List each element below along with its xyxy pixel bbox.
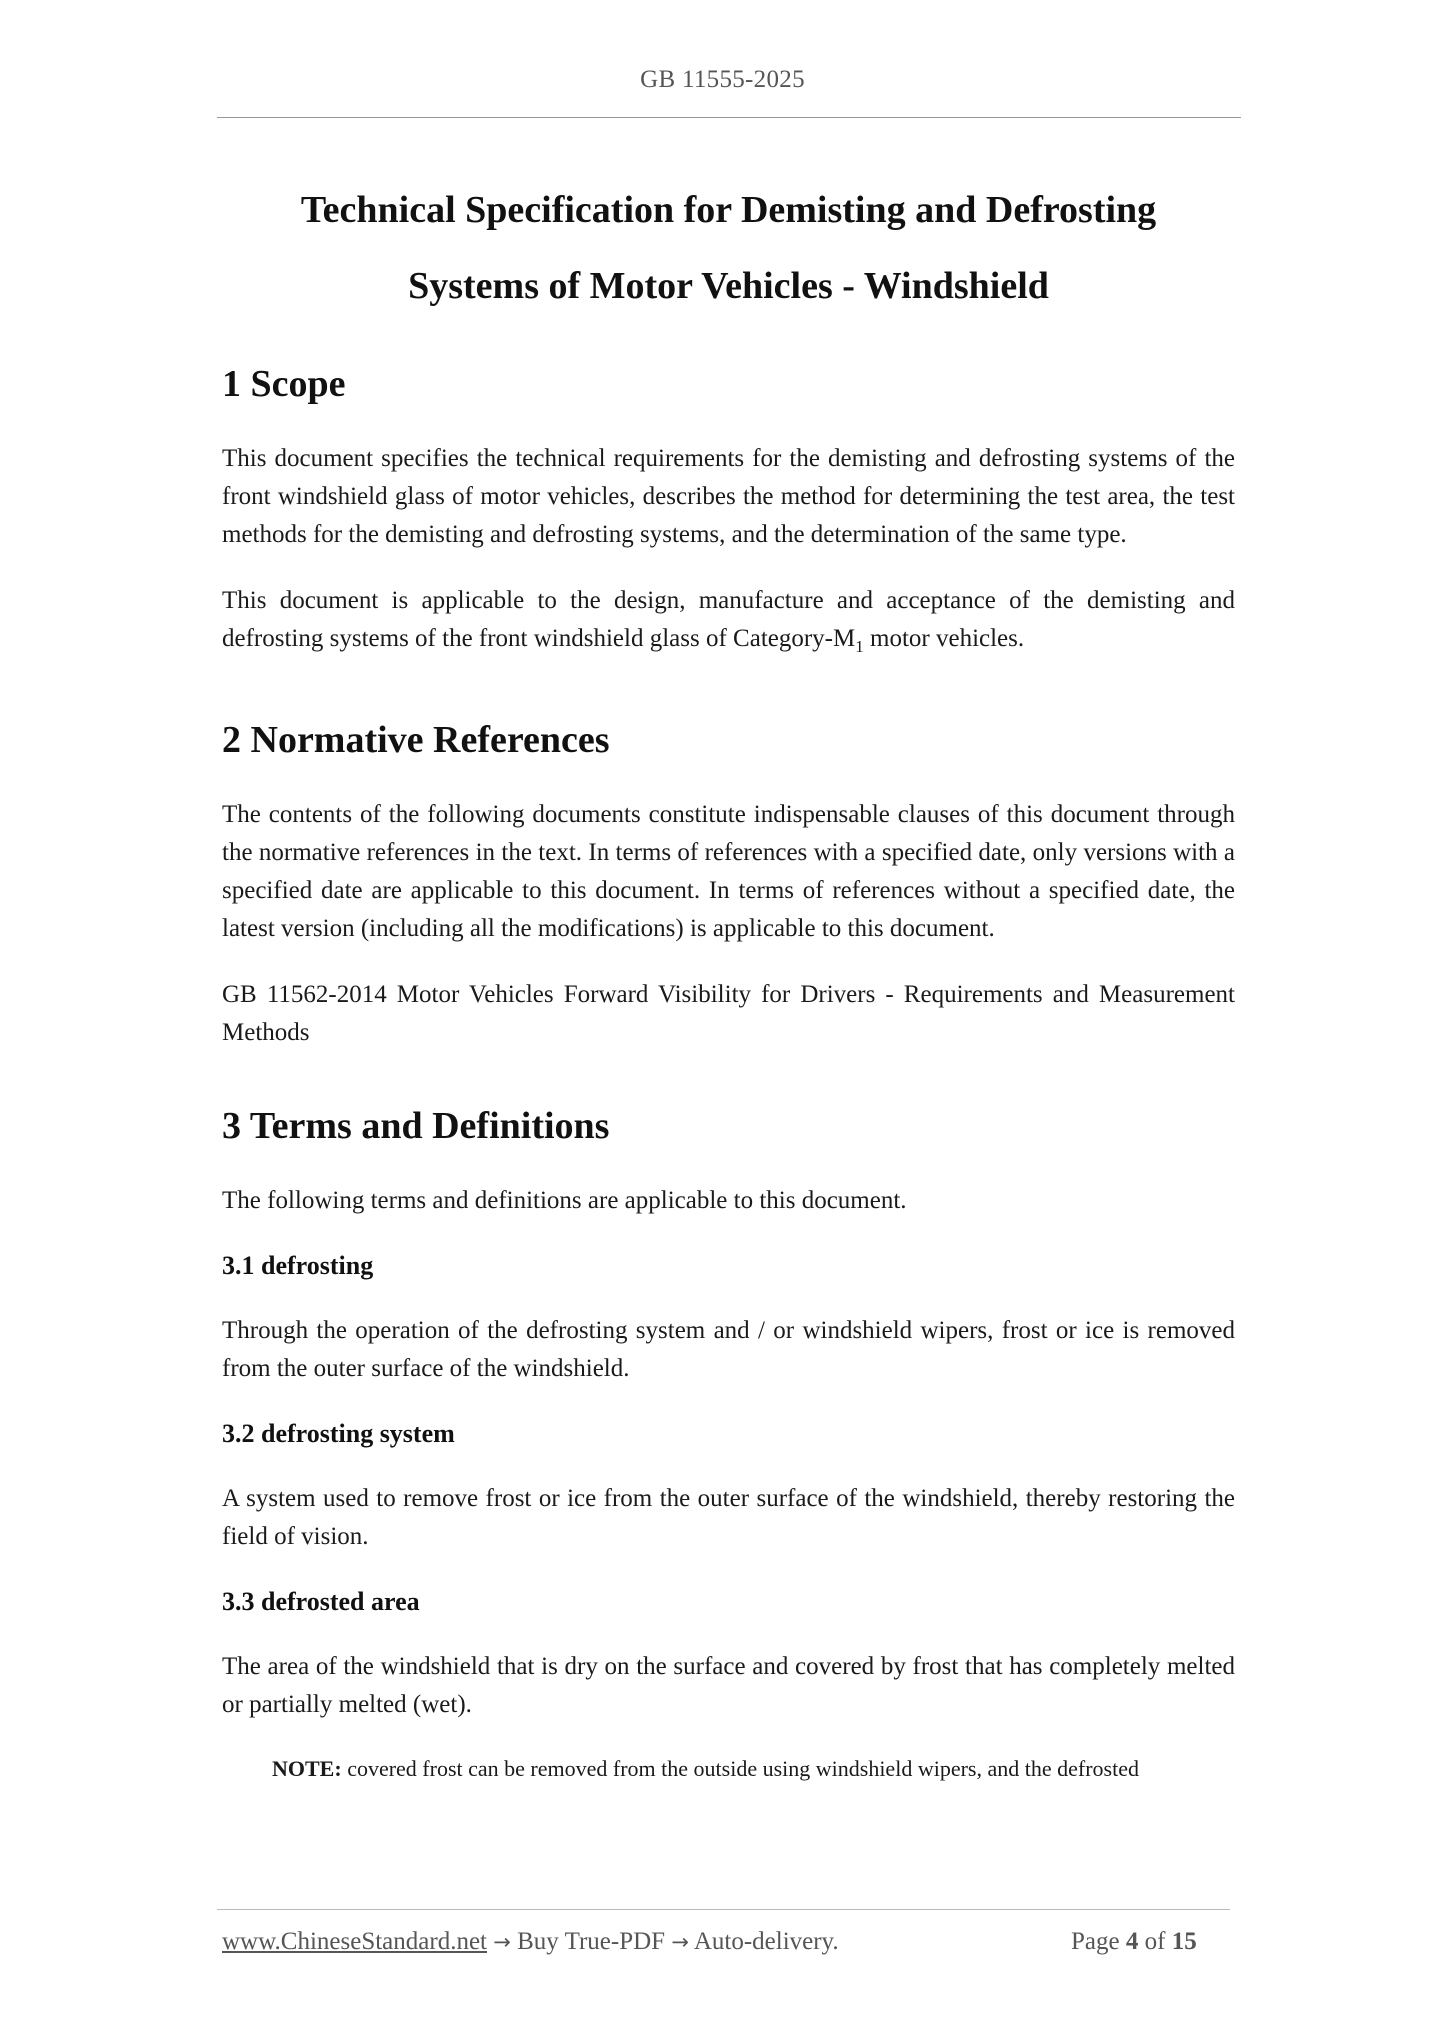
website-link[interactable]: www.ChineseStandard.net (222, 1928, 487, 1955)
buy-true-pdf-text: Buy True-PDF (510, 1928, 672, 1955)
scope-paragraph-2-text: This document is applicable to the design, manufacture and acceptance of the demisting and defrosting systems of the front windshield glass of Category-M (222, 587, 1235, 652)
term-3-1-text: Through the operation of the defrosting system and / or windshield wipers, frost or ice is removed from the outer surface of the windshield. (222, 1317, 1235, 1382)
document-body (222, 360, 1235, 1786)
term-3-1-heading: 3.1 defrosting (222, 1251, 374, 1280)
term-3-3-heading: 3.3 defrosted area (222, 1587, 420, 1616)
term-3-2-heading: 3.2 defrosting system (222, 1419, 455, 1448)
scope-paragraph-2 (222, 582, 1235, 666)
scope-paragraph-2-end: motor vehicles. (863, 625, 1025, 652)
page-number: 4 (1125, 1928, 1139, 1955)
note (222, 1752, 1235, 1786)
header-standard-code: GB 11555-2025 (640, 66, 805, 93)
note-label: NOTE: (272, 1756, 342, 1781)
title-line-2: Systems of Motor Vehicles - Windshield (408, 265, 1049, 307)
term-3-2-text: A system used to remove frost or ice from the outer surface of the windshield, thereby restoring the field of vision. (222, 1485, 1235, 1550)
arrow-right-icon: → (493, 1930, 511, 1954)
term-3-3-text: The area of the windshield that is dry on the surface and covered by frost that has completely melted or partially melted (wet). (222, 1653, 1235, 1718)
arrow-right-icon: → (671, 1930, 689, 1954)
page-total: 15 (1171, 1928, 1197, 1955)
reference-gb-11562: GB 11562-2014 Motor Vehicles Forward Visibility for Drivers - Requirements and Measurement Methods (222, 981, 1235, 1046)
auto-delivery-text: Auto-delivery. (688, 1928, 839, 1955)
footer-divider (217, 1909, 1230, 1910)
of-word: of (1144, 1928, 1166, 1955)
terms-intro: The following terms and definitions are applicable to this document. (222, 1187, 907, 1214)
category-subscript: 1 (855, 637, 864, 656)
document-title (222, 172, 1235, 324)
page-word: Page (1071, 1928, 1120, 1955)
section-2-heading: 2 Normative References (222, 719, 610, 761)
title-line-1: Technical Specification for Demisting and Defrosting (300, 189, 1157, 231)
footer-promo (222, 1928, 839, 1956)
note-text: covered frost can be removed from the outside using windshield wipers, and the defrosted (341, 1756, 1139, 1781)
header-divider (217, 117, 1241, 118)
scope-paragraph-1: This document specifies the technical requirements for the demisting and defrosting systems of the front windshield glass of motor vehicles, describes the method for determining the test area, the test methods for the demisting and defrosting systems, and the determination of the same type. (222, 445, 1235, 548)
references-paragraph: The contents of the following documents constitute indispensable clauses of this document through the normative references in the text. In terms of references with a specified date, only versions with a specified date are applicable to this document. In terms of references without a specified date, the latest version (including all the modifications) is applicable to this document. (222, 801, 1235, 942)
page-indicator (1071, 1928, 1197, 1956)
section-1-heading: 1 Scope (222, 363, 346, 405)
section-3-heading: 3 Terms and Definitions (222, 1105, 610, 1147)
